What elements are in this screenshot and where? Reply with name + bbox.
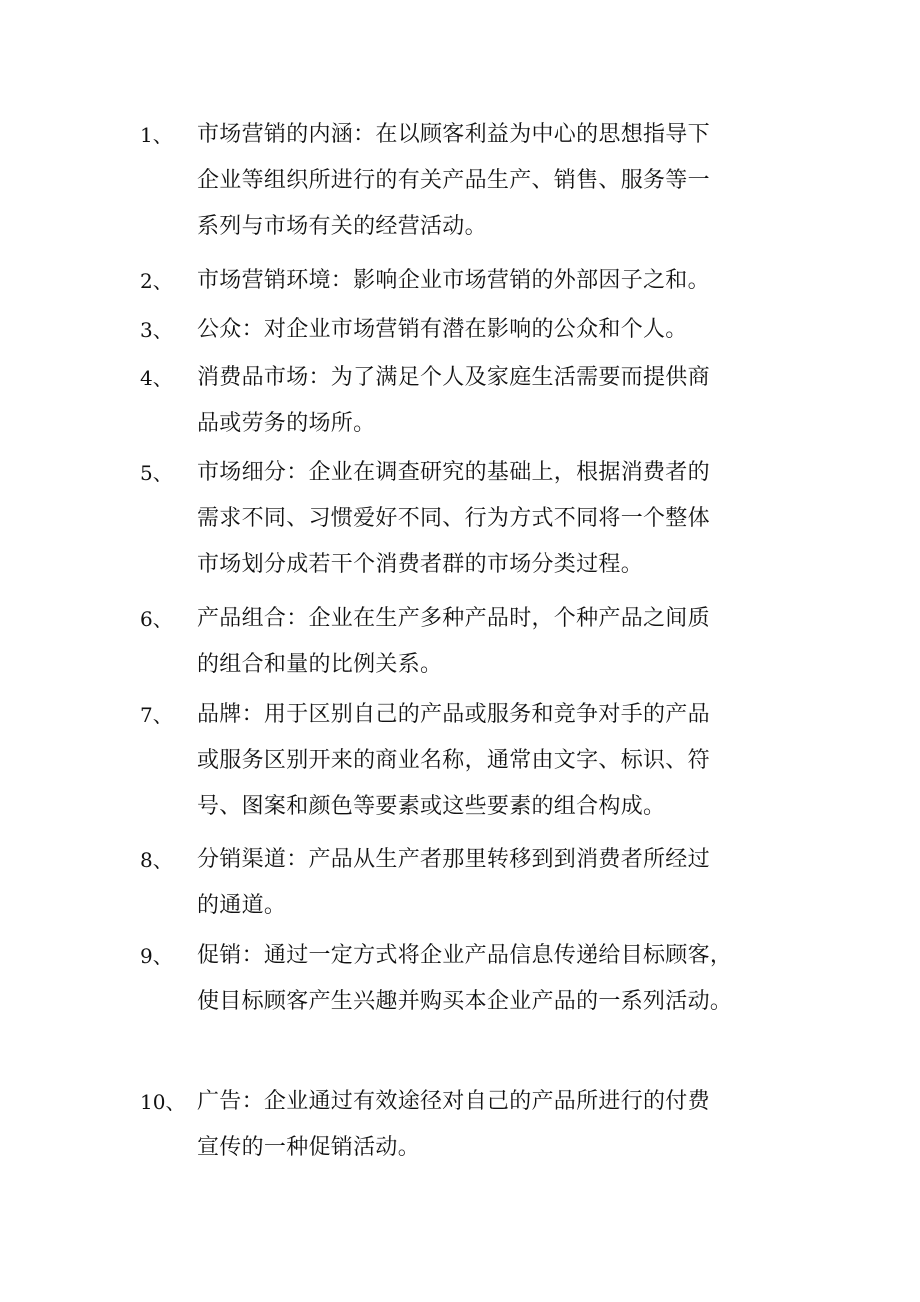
item-number: 2、 [140,269,173,293]
item-text-line: 市场划分成若干个消费者群的市场分类过程。 [197,552,644,577]
item-number: 5、 [140,461,173,485]
item-number: 3、 [140,318,173,342]
item-number: 7、 [140,703,173,727]
item-number: 4、 [140,366,173,390]
item-text-line: 产品组合：企业在生产多种产品时，个种产品之间质 [197,606,710,631]
item-text-line: 市场细分：企业在调查研究的基础上，根据消费者的 [197,460,710,485]
item-text-line: 公众：对企业市场营销有潜在影响的公众和个人。 [197,317,688,342]
item-text-line: 消费品市场：为了满足个人及家庭生活需要而提供商 [197,365,710,390]
item-number: 8、 [140,848,173,872]
item-text-line: 宣传的一种促销活动。 [197,1135,421,1160]
item-text-line: 系列与市场有关的经营活动。 [197,214,487,239]
item-text-line: 促销：通过一定方式将企业产品信息传递给目标顾客， [197,943,733,968]
item-text-line: 市场营销环境：影响企业市场营销的外部因子之和。 [197,268,710,293]
item-text-line: 分销渠道：产品从生产者那里转移到到消费者所经过 [197,847,710,872]
item-text-line: 品或劳务的场所。 [197,411,376,436]
item-text-line: 广告：企业通过有效途径对自己的产品所进行的付费 [197,1089,710,1114]
item-number: 10、 [140,1090,186,1114]
item-text-line: 或服务区别开来的商业名称，通常由文字、标识、符 [197,748,710,773]
item-text-line: 市场营销的内涵：在以顾客利益为中心的思想指导下 [197,122,710,147]
item-number: 9、 [140,944,173,968]
item-text-line: 号、图案和颜色等要素或这些要素的组合构成。 [197,794,666,819]
item-text-line: 需求不同、习惯爱好不同、行为方式不同将一个整体 [197,506,710,531]
item-text-line: 使目标顾客产生兴趣并购买本企业产品的一系列活动。 [197,989,733,1014]
item-text-line: 的通道。 [197,893,287,918]
item-number: 1、 [140,123,173,147]
item-text-line: 的组合和量的比例关系。 [197,652,443,677]
item-text-line: 品牌：用于区别自己的产品或服务和竞争对手的产品 [197,702,710,727]
item-text-line: 企业等组织所进行的有关产品生产、销售、服务等一 [197,168,710,193]
item-number: 6、 [140,607,173,631]
